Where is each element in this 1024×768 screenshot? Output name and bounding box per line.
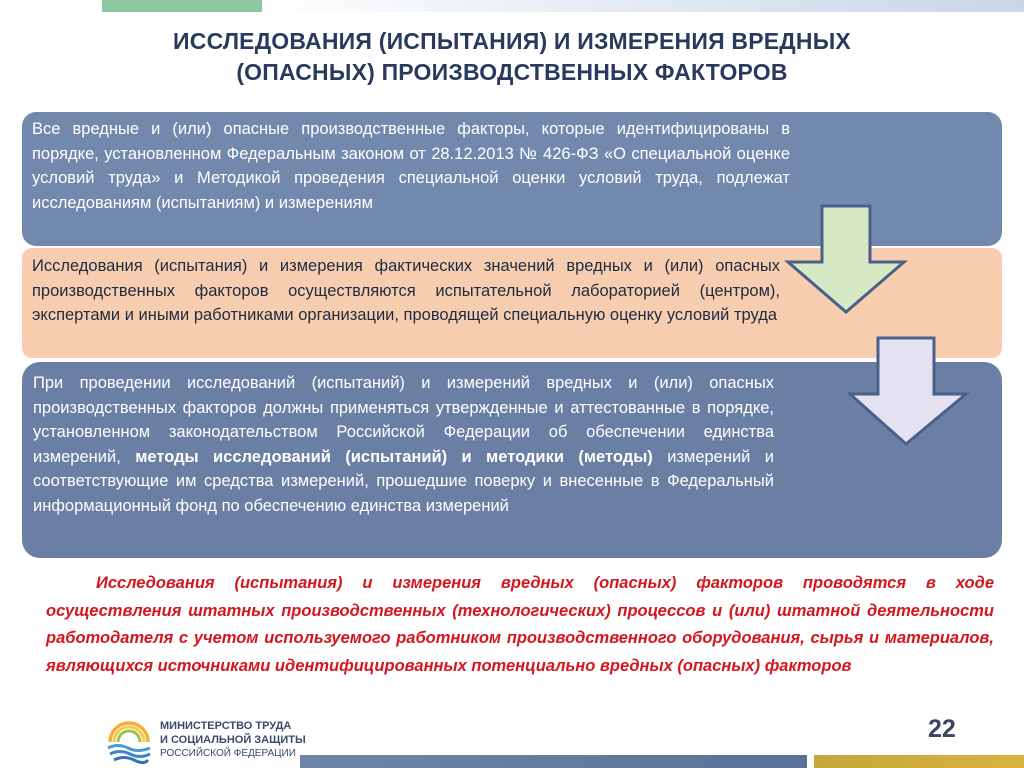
slide-title-line1: ИССЛЕДОВАНИЯ (ИСПЫТАНИЯ) И ИЗМЕРЕНИЯ ВРЕДНЫХ (173, 28, 851, 54)
down-arrow-icon (848, 336, 970, 448)
info-box-methods-text-a: При проведении исследований (испытаний) и измерений вредных и (или) опасных производственных факторов должны применяться утвержденные и аттестованные в порядке, установленном законодательством Российской Федерации об обеспечении единства измерений, (33, 374, 774, 466)
slide-title-line2: (ОПАСНЫХ) ПРОИЗВОДСТВЕННЫХ ФАКТОРОВ (236, 59, 788, 85)
top-accent-bar-blue (262, 0, 1024, 12)
bottom-accent-bar (300, 755, 1024, 768)
info-box-methods-text (33, 371, 774, 518)
ministry-name-line2: И СОЦИАЛЬНОЙ ЗАЩИТЫ (160, 734, 306, 746)
ministry-name (160, 719, 306, 761)
ministry-name-line1: МИНИСТЕРСТВО ТРУДА (160, 720, 292, 732)
conditions-note-text: Исследования (испытания) и измерения вредных (опасных) факторов проводятся в ходе осуществления штатных производственных (технологических) процессов и (или) штатной деятельности работодателя с учетом используемого работником производственного оборудования, сырья и материалов, являющихся источниками идентифицированных потенциально вредных (опасных) факторов (46, 574, 994, 675)
ministry-name-line3: РОССИЙСКОЙ ФЕДЕРАЦИИ (160, 748, 296, 759)
info-box-identified-factors-text: Все вредные и (или) опасные производственные факторы, которые идентифицированы в порядке, установленном Федеральным законом от 28.12.2013 № 426-ФЗ «О специальной оценке условий труда» и Методикой проведения специальной оценки условий труда, подлежат исследованиям (испытаниям) и измерениям (32, 120, 790, 212)
slide-title (100, 26, 924, 88)
top-accent-bar-green (102, 0, 262, 12)
page-number: 22 (928, 715, 956, 743)
down-arrow-icon (784, 204, 908, 316)
ministry-sun-logo-icon (104, 714, 154, 764)
info-box-methods-text-bold: методы исследований (испытаний) и методики (методы) (135, 447, 653, 466)
conditions-note (46, 570, 994, 680)
info-box-who-conducts-text: Исследования (испытания) и измерения фактических значений вредных и (или) опасных производственных факторов осуществляются испытательной лабораторией (центром), экспертами и иными работниками организации, проводящей специальную оценку условий труда (32, 257, 780, 324)
info-box-methods-text-b: измерений и соответствующие им средства измерений, прошедшие поверку и внесенные в Федеральный информационный фонд по обеспечению единства измерений (33, 447, 775, 515)
